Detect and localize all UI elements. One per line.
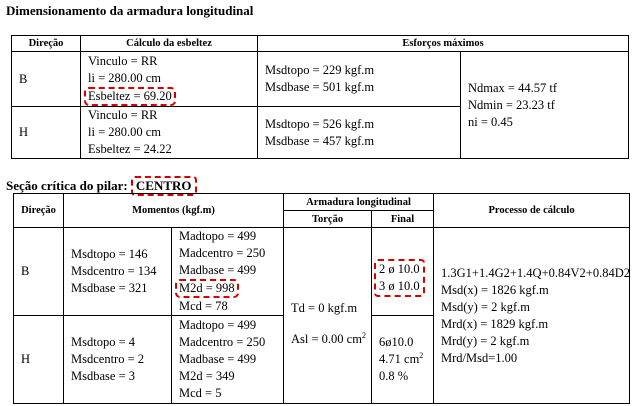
header-calculo-esbeltez: Cálculo da esbeltez [81, 36, 258, 52]
direction-h: H [12, 107, 81, 159]
load-combination: 1.3G1+1.4G2+1.4Q+0.84V2+0.84D2 [441, 265, 630, 280]
header-final: Final [372, 211, 434, 228]
final-b-line2: 3 ø 10.0 [379, 278, 420, 293]
msdcentro-b: Msdcentro = 134 [71, 264, 157, 278]
msd-b [64, 228, 172, 316]
mad-h [172, 316, 284, 404]
msd-x: Msd(x) = 1826 kgf.m [441, 282, 549, 297]
mad-b [172, 228, 284, 316]
header-direcao: Direção [12, 36, 81, 52]
normal-forces [461, 52, 629, 159]
ni: ni = 0.45 [468, 114, 513, 129]
mrd-y: Mrd(y) = 2 kgf.m [441, 333, 530, 348]
msdbase-h: Msdbase = 457 kgf.m [265, 133, 375, 148]
final-h-ratio: 0.8 % [379, 369, 409, 383]
esbeltez-b-highlight: Esbeltez = 69.20 [84, 87, 176, 106]
m2d-h: M2d = 349 [179, 369, 235, 383]
vinculo-b: Vinculo = RR [88, 53, 158, 68]
esbeltez-calc-b [81, 52, 258, 107]
msdtopo-h-2: Msdtopo = 4 [71, 335, 136, 349]
final-b-line1: 2 ø 10.0 [379, 261, 420, 276]
final-b-highlight [374, 259, 425, 297]
torcao-cell [284, 228, 372, 404]
final-b [372, 228, 434, 316]
msdcentro-h: Msdcentro = 2 [71, 352, 145, 366]
td-value: Td = 0 kgf.m [291, 300, 358, 315]
direction-b-2: B [14, 228, 64, 316]
esbeltez-calc-h [81, 107, 258, 159]
mrd-x: Mrd(x) = 1829 kgf.m [441, 316, 549, 331]
ndmax: Ndmax = 44.57 tf [468, 80, 557, 95]
mcd-h: Mcd = 5 [179, 386, 222, 400]
header-torcao: Torção [284, 211, 372, 228]
processo-cell [434, 228, 630, 404]
madcentro-b: Madcentro = 250 [179, 246, 266, 260]
madbase-h: Madbase = 499 [179, 352, 257, 366]
msdtopo-b: Msdtopo = 229 kgf.m [265, 63, 375, 77]
critical-section-table [13, 193, 630, 404]
madtopo-h: Madtopo = 499 [179, 318, 257, 332]
header-processo: Processo de cálculo [434, 194, 630, 228]
madbase-b: Madbase = 499 [179, 263, 257, 277]
header-direcao-2: Direção [14, 194, 64, 228]
header-armadura: Armadura longitudinal [284, 194, 434, 211]
final-h-area: 4.71 $cm^2$ [379, 350, 424, 366]
esbeltez-h: Esbeltez = 24.22 [88, 142, 172, 156]
m2d-b-highlight: M2d = 998 [175, 279, 239, 298]
msdtopo-h: Msdtopo = 526 kgf.m [265, 116, 375, 131]
mcd-b: Mcd = 78 [179, 299, 228, 313]
direction-h-2: H [14, 316, 64, 404]
table-row [12, 52, 629, 107]
msdbase-h-2: Msdbase = 3 [71, 369, 135, 383]
msd-h [64, 316, 172, 404]
msdtopo-b-2: Msdtopo = 146 [71, 247, 148, 261]
final-h-bars: 6ø10.0 [379, 335, 414, 349]
asl-value: Asl = 0.00 $cm^2$ [291, 330, 366, 346]
header-momentos: Momentos (kgf.m) [64, 194, 284, 228]
li-h: li = 280.00 cm [88, 125, 162, 139]
madcentro-h: Madcentro = 250 [179, 335, 266, 349]
section1-title: Dimensionamento da armadura longitudinal [6, 3, 254, 18]
esforcos-b [258, 52, 461, 107]
header-esforcos-maximos: Esforços máximos [258, 36, 629, 52]
direction-b: B [12, 52, 81, 107]
madtopo-b: Madtopo = 499 [179, 229, 257, 243]
slenderness-table [11, 35, 629, 159]
critical-section-value: CENTRO [131, 176, 197, 196]
ndmin: Ndmin = 23.23 tf [468, 97, 555, 112]
vinculo-h: Vinculo = RR [88, 108, 158, 122]
mrd-msd: Mrd/Msd=1.00 [441, 350, 518, 365]
msdbase-b: Msdbase = 501 kgf.m [265, 80, 375, 94]
final-h [372, 316, 434, 404]
esforcos-h [258, 107, 461, 159]
section2-title-prefix: Seção crítica do pilar: [6, 178, 128, 193]
msd-y: Msd(y) = 2 kgf.m [441, 299, 531, 314]
li-b: li = 280.00 cm [88, 70, 162, 85]
table-row [14, 228, 630, 316]
msdbase-b-2: Msdbase = 321 [71, 281, 148, 295]
